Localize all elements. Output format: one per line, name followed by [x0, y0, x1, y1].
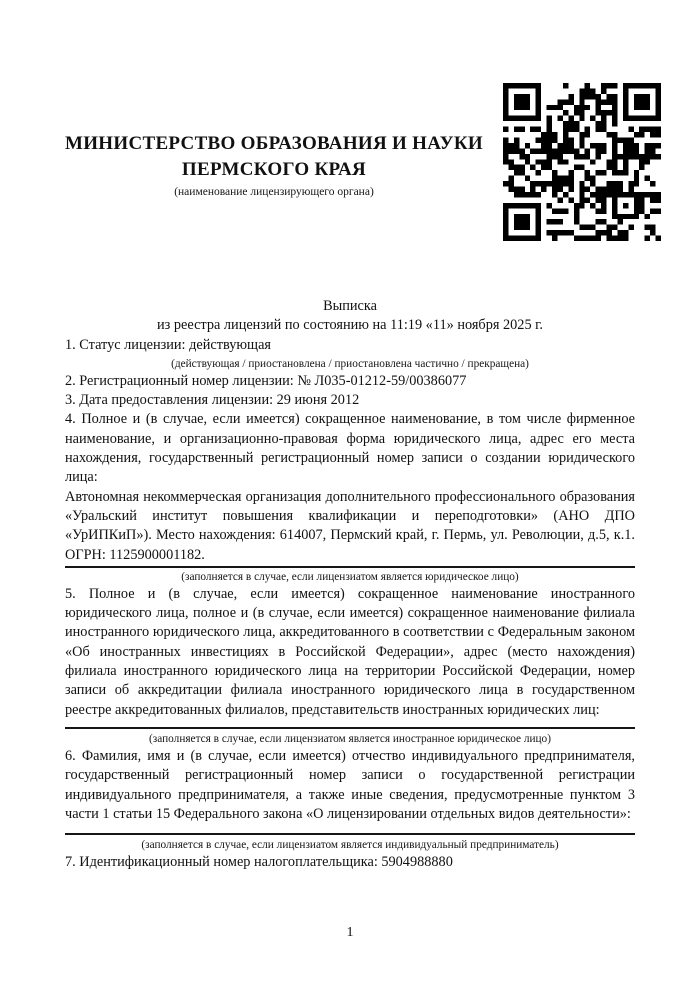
item-3-grant-date: 3. Дата предоставления лицензии: 29 июня 2012: [65, 392, 360, 409]
item-2-registration-number: 2. Регистрационный номер лицензии: № Л035-01212-59/00386077: [65, 372, 467, 389]
document-title: [65, 297, 635, 336]
item-6-entrepreneur-label: 6. Фамилия, имя и (в случае, если имеется) отчество индивидуального предпринимателя, государственный регистрационный номер записи о государственной регистрации индивидуального предпринимателя, а также иные сведения, предусмотренные пунктом 3 части 1 статьи 15 Федерального закона «О лицензировании отдельных видов деятельности»:: [65, 747, 635, 822]
document-body: [65, 297, 635, 872]
qr-code-image: [503, 83, 661, 241]
item-4-legal-entity-label: 4. Полное и (в случае, если имеется) сокращенное наименование, в том числе фирменное наименование, и организационно-правовая форма юридического лица, адрес его места нахождения, государственный регистрационный номер записи о создании юридического лица:: [65, 411, 635, 486]
item-7-taxpayer-number: 7. Идентификационный номер налогоплательщика: 5904988880: [65, 854, 453, 871]
item-5-foreign-entity-label: 5. Полное и (в случае, если имеется) сокращенное наименование иностранного юридического лица, полное и (в случае, если имеется) сокращенное наименование филиала иностранного юридического лица, аккредитованного в соответствии с Федеральным законом «Об иностранных инвестициях в Российской Федерации», адрес (место нахождения) филиала иностранного юридического лица на территории Российской Федерации, номер записи об аккредитации филиала иностранного юридического лица в государственном реестре аккредитованных филиалов, представительств иностранных юридических лиц:: [65, 585, 635, 718]
item-1-note: (действующая / приостановлена / приостановлена частично / прекращена): [171, 357, 529, 370]
document-title-line2: из реестра лицензий по состоянию на 11:19 «11» ноября 2025 г.: [157, 317, 543, 334]
item-6-blank-line: [65, 833, 635, 835]
item-4-note: (заполняется в случае, если лицензиатом является юридическое лицо): [181, 570, 519, 583]
item-1-license-status: 1. Статус лицензии: действующая: [65, 336, 271, 353]
authority-name-line2: ПЕРМСКОГО КРАЯ: [181, 159, 367, 180]
authority-name-line1: МИНИСТЕРСТВО ОБРАЗОВАНИЯ И НАУКИ: [64, 133, 484, 154]
document-title-line1: Выписка: [323, 298, 377, 314]
authority-header: [62, 131, 486, 199]
item-5-note: (заполняется в случае, если лицензиатом является иностранное юридическое лицо): [149, 732, 551, 745]
item-6-note: (заполняется в случае, если лицензиатом является индивидуальный предприниматель): [141, 839, 559, 852]
authority-caption: (наименование лицензирующего органа): [174, 186, 374, 198]
page-number: 1: [346, 925, 354, 940]
item-5-blank-line: [65, 727, 635, 729]
qr-code-icon: [503, 83, 661, 241]
item-4-legal-entity-value: Автономная некоммерческая организация дополнительного профессионального образования «Уральский институт повышения квалификации и переподготовки» (АНО ДПО «УрИПКиП»). Место нахождения: 614007, Пермский край, г. Пермь, ул. Революции, д.5, к.1. ОГРН: 1125900001182.: [65, 488, 635, 568]
